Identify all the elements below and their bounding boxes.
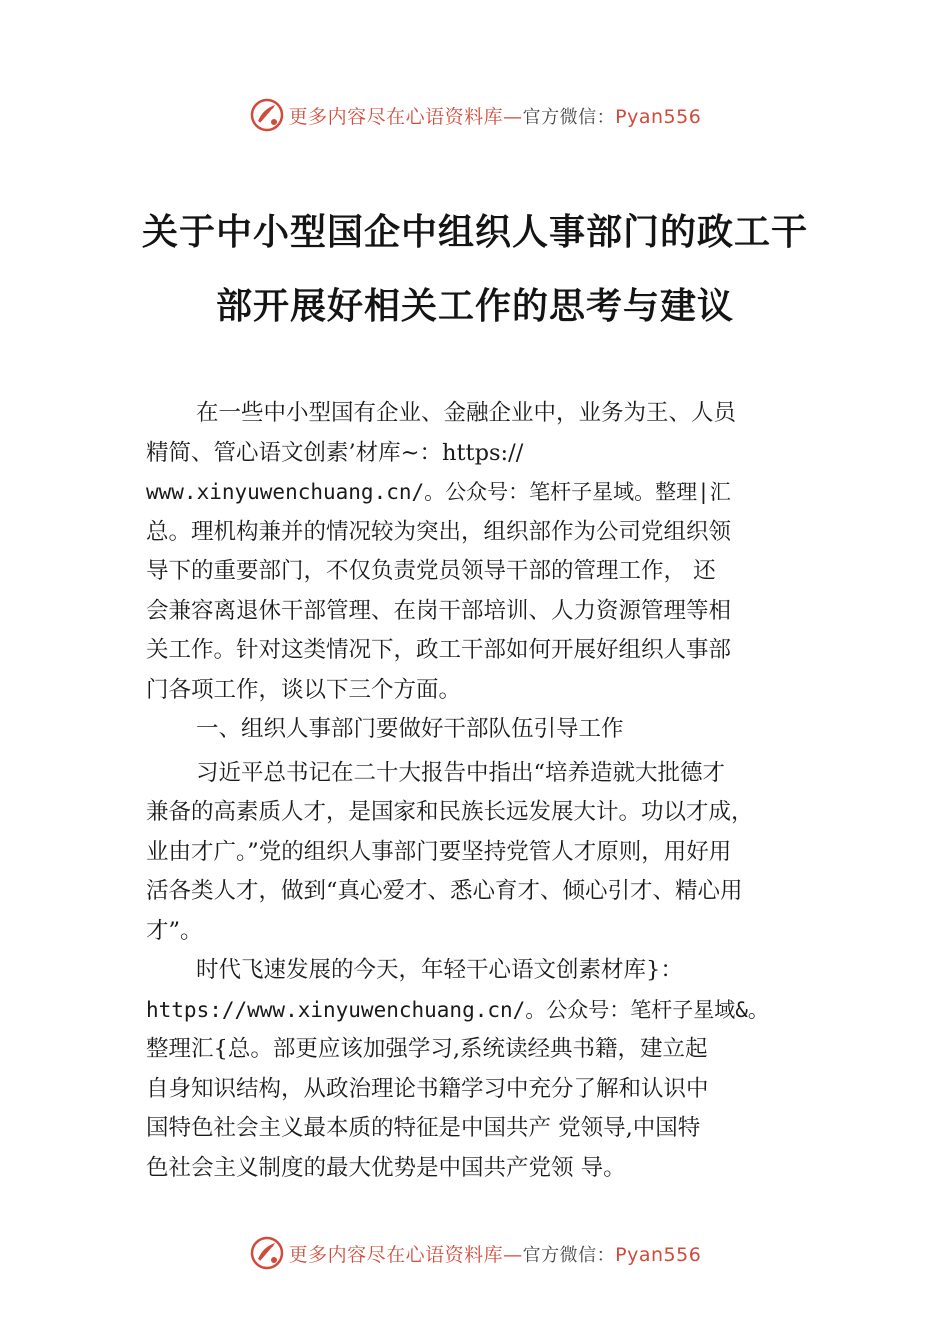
banner-brand-text: 更多内容尽在心语资料库 xyxy=(288,105,504,128)
text-line: 国特色社会主义最本质的特征是中国共产 党领导,中国特 xyxy=(146,1115,701,1141)
banner-separator: — xyxy=(503,1243,523,1266)
section-heading-1 xyxy=(146,710,810,750)
section-heading-text: 一、组织人事部门要做好干部队伍引导工作 xyxy=(196,716,624,742)
document-title-line-2: 部开展好相关工作的思考与建议 xyxy=(215,286,734,327)
text-line: 业由才广。”党的组织人事部门要坚持党管人才原则，用好用 xyxy=(146,838,732,865)
document-title-line-1: 关于中小型国企中组织人事部门的政工干 xyxy=(141,212,808,253)
paragraph-intro xyxy=(146,394,810,710)
banner-separator: — xyxy=(503,105,523,128)
banner-wechat-id: Pyan556 xyxy=(615,105,702,128)
text-line: 活各类人才，做到“真心爱才、悉心育才、倾心引才、精心用 xyxy=(146,878,743,904)
text-line: https://www.xinyuwenchuang.cn/。公众号：笔杆子星域&。 xyxy=(146,997,769,1022)
brand-logo-icon xyxy=(249,97,285,133)
text-line: 总。理机构兼并的情况较为突出，组织部作为公司党组织领 xyxy=(146,518,732,545)
brand-logo-icon xyxy=(249,1235,285,1271)
text-line: 会兼容离退休干部管理、在岗干部培训、人力资源管理等相 xyxy=(146,597,732,624)
text-line: 习近平总书记在二十大报告中指出“培养造就大批德才 xyxy=(196,759,726,786)
text-line: 关工作。针对这类情况下，政工干部如何开展好组织人事部 xyxy=(146,637,732,663)
text-line: 兼备的高素质人才，是国家和民族长远发展大计。功以才成， xyxy=(146,799,754,825)
text-line: 时代飞速发展的今天，年轻干心语文创素材库}： xyxy=(196,957,683,983)
text-line: 整理汇{总。部更应该加强学习,系统读经典书籍，建立起 xyxy=(146,1036,708,1062)
footer-watermark-banner xyxy=(0,1232,950,1274)
header-watermark-banner xyxy=(0,94,950,136)
banner-brand-text: 更多内容尽在心语资料库 xyxy=(288,1243,504,1266)
text-line: 色社会主义制度的最大优势是中国共产党领 导。 xyxy=(146,1154,626,1181)
text-line: 自身知识结构，从政治理论书籍学习中充分了解和认识中 xyxy=(146,1075,709,1102)
banner-wechat-id: Pyan556 xyxy=(615,1243,702,1266)
paragraph-quote xyxy=(146,754,810,952)
paragraph-youth xyxy=(146,951,810,1188)
text-line: 门各项工作，谈以下三个方面。 xyxy=(146,676,462,703)
text-line: 在一些中小型国有企业、金融企业中，业务为王、人员 xyxy=(196,400,737,426)
banner-wechat-label: 官方微信： xyxy=(522,106,616,128)
text-line: 精简、管心语文创素’材库~：https:// xyxy=(146,439,524,466)
banner-wechat-label: 官方微信： xyxy=(522,1244,616,1266)
text-line: 导下的重要部门，不仅负责党员领导干部的管理工作， 还 xyxy=(146,558,716,584)
document-body xyxy=(146,394,810,1188)
text-line: 才”。 xyxy=(146,917,203,944)
text-line: www.xinyuwenchuang.cn/。公众号：笔杆子星域。整理|汇 xyxy=(146,480,731,504)
